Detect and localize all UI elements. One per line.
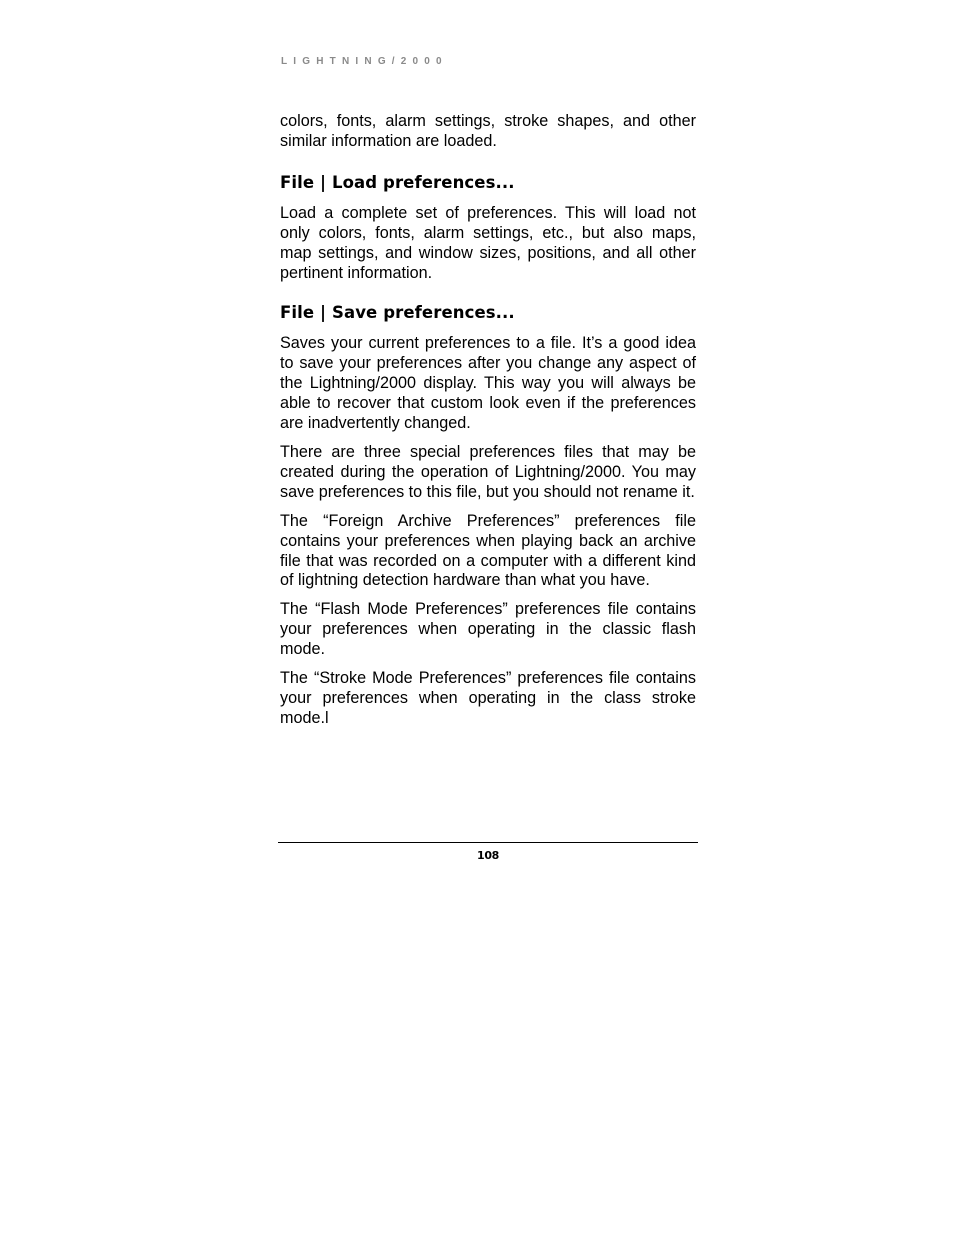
load-preferences-heading: File | Load preferences... (280, 172, 515, 192)
load-preferences-paragraph: Load a complete set of preferences. This will load not only colors, fonts, alarm settings, etc., but also maps, map settings, and window sizes, positions, and all other pertinent information. (280, 203, 696, 282)
save-preferences-heading: File | Save preferences... (280, 303, 515, 323)
save-preferences-paragraph: Saves your current preferences to a file. It’s a good idea to save your preferences after you change any aspect of the Lightning/2000 display. This way you will always be able to recover that custom look even if the preferences are inadvertently changed. (280, 334, 696, 433)
page-number: 108 (476, 849, 500, 862)
intro-paragraph: colors, fonts, alarm settings, stroke shapes, and other similar information are loaded. (280, 112, 696, 150)
flash-mode-paragraph: The “Flash Mode Preferences” preferences file contains your preferences when operating in the classic flash mode. (280, 600, 696, 659)
stroke-mode-paragraph: The “Stroke Mode Preferences” preferences file contains your preferences when operating in the class stroke mode.l (280, 669, 696, 727)
footer-divider (278, 842, 698, 843)
special-files-paragraph: There are three special preferences files that may be created during the operation of Lightning/2000. You may save preferences to this file, but you should not rename it. (280, 442, 696, 501)
page-body (280, 112, 696, 729)
foreign-archive-paragraph: The “Foreign Archive Preferences” preferences file contains your preferences when playing back an archive file that was recorded on a computer with a different kind of lightning detection hardware than what you have. (280, 511, 696, 590)
running-header: LIGHTNING/2000 (281, 56, 448, 67)
